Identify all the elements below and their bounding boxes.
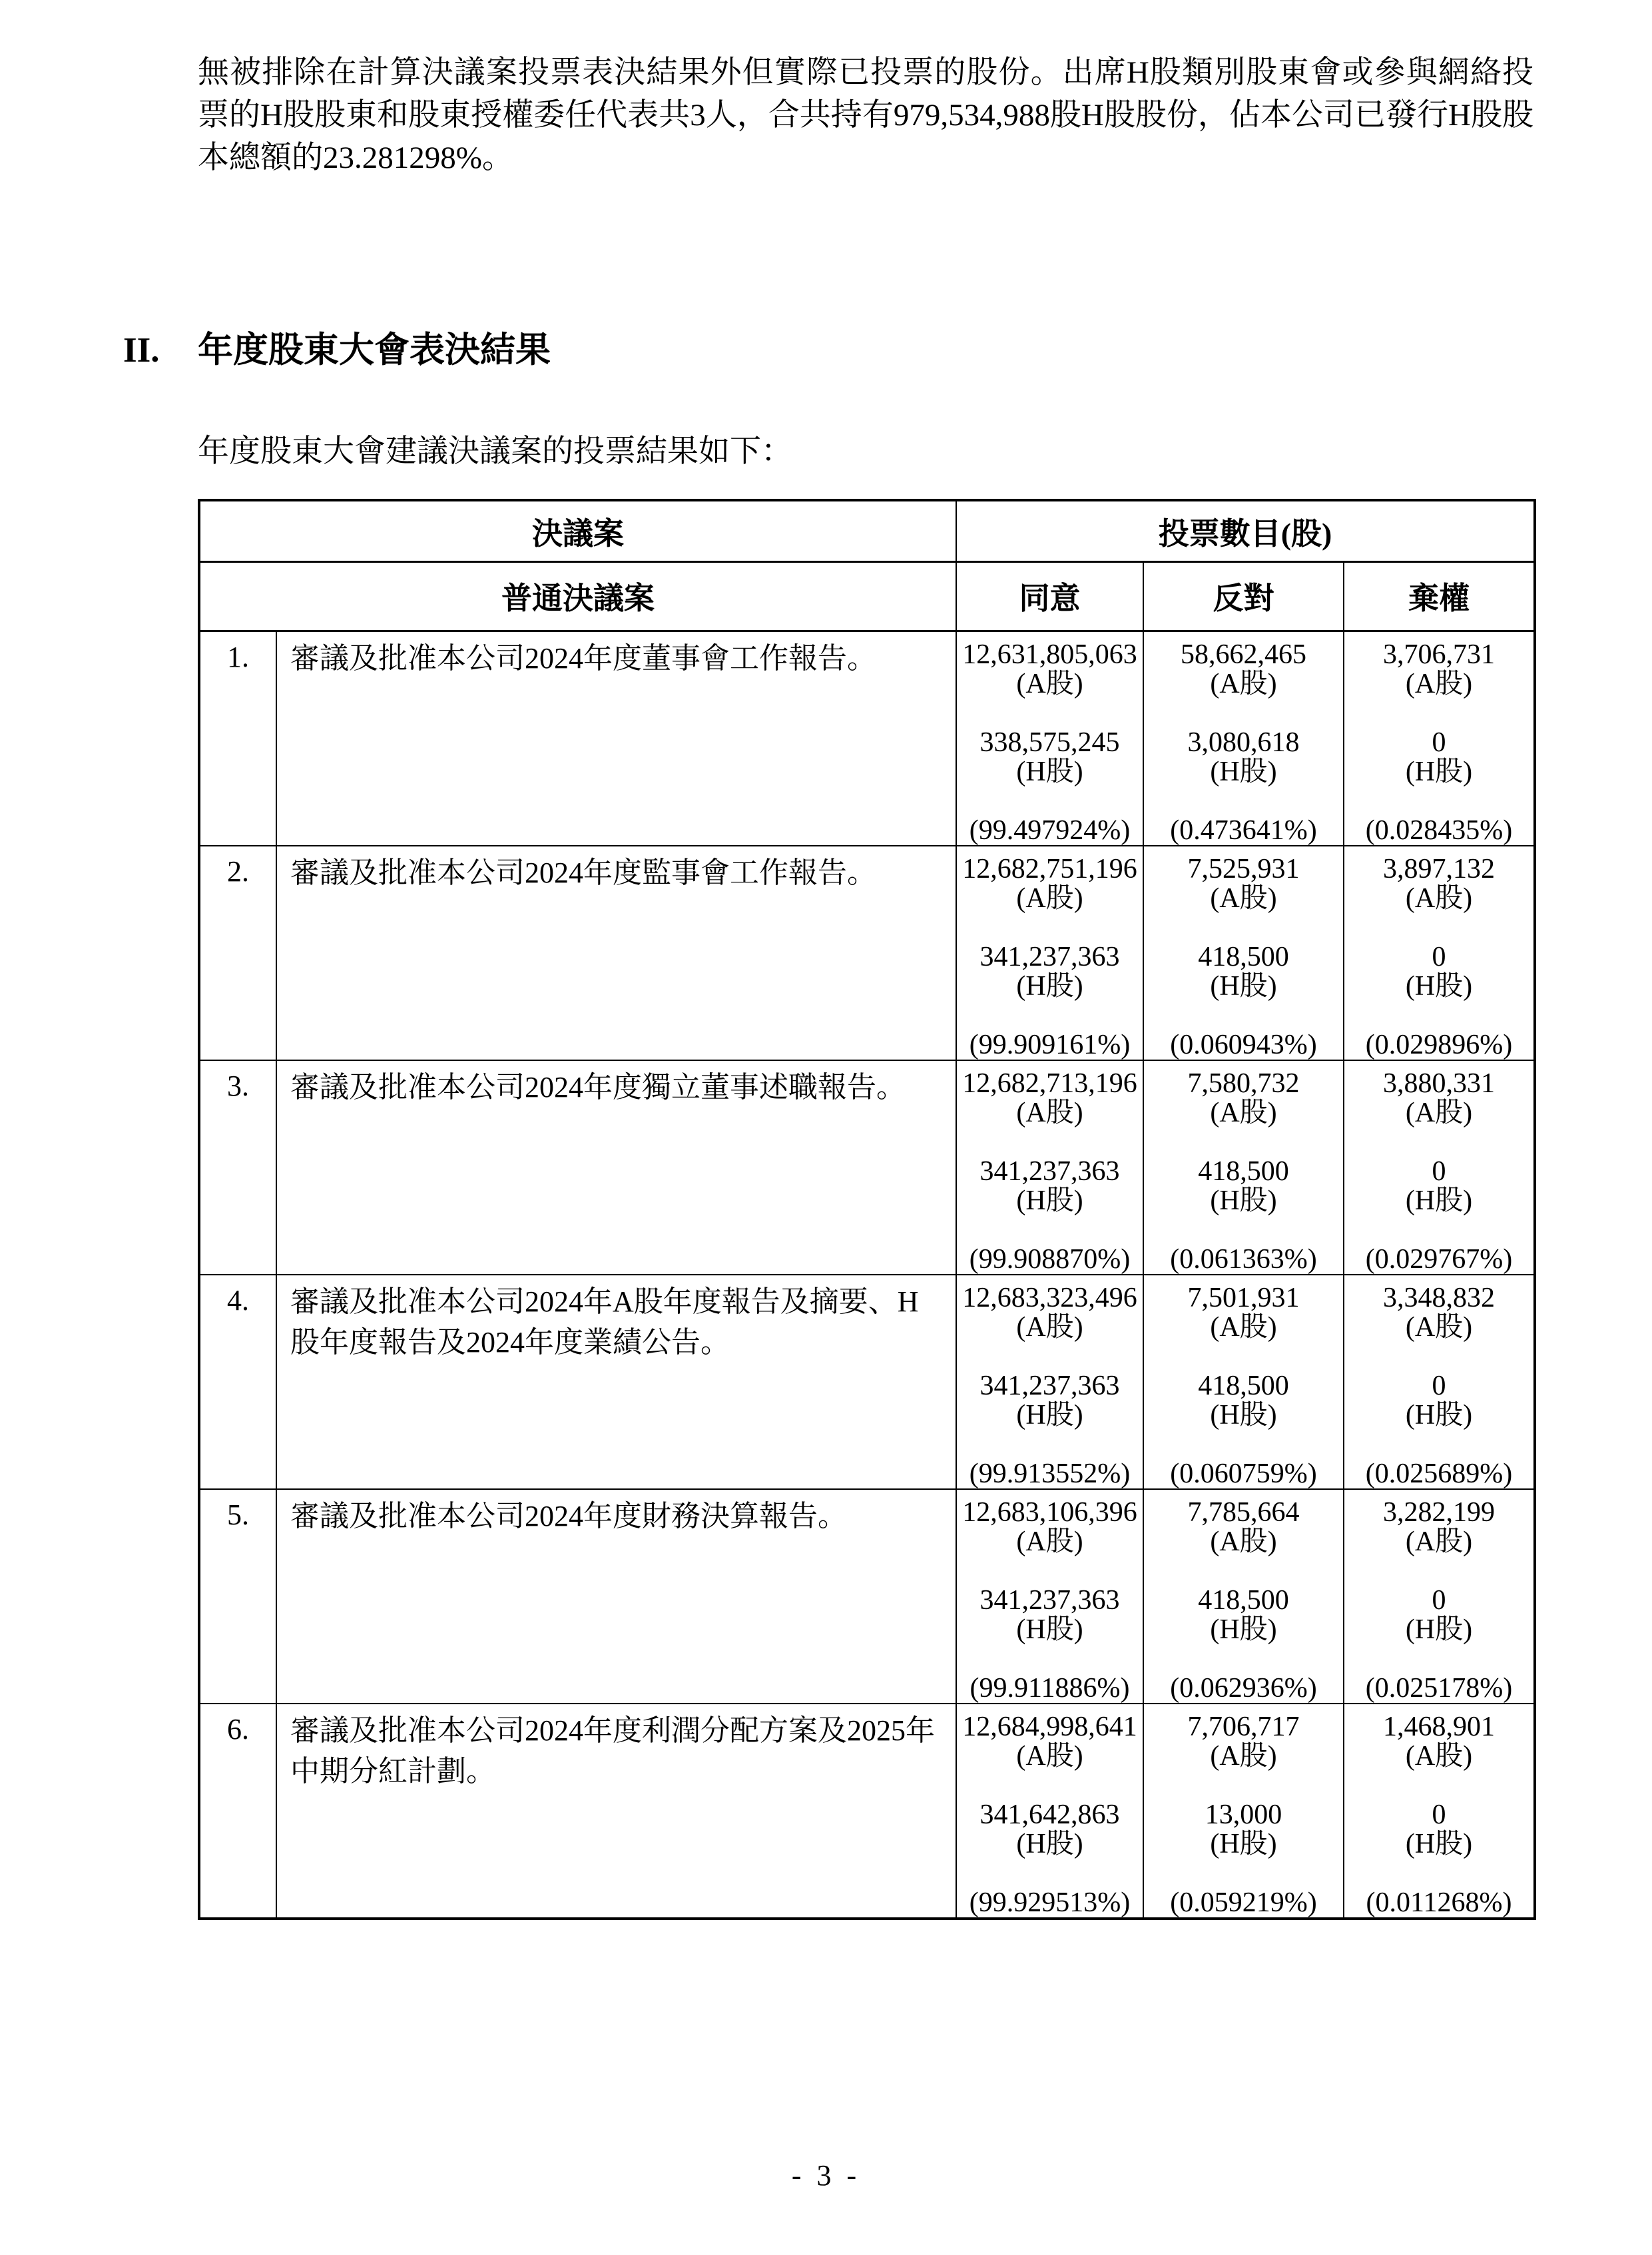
agree-cell [956,1489,1143,1704]
page [0,52,1652,2255]
agree-cell [956,1275,1143,1489]
abstain-percentage: (0.025178%) [1365,1672,1513,1704]
agree-percentage: (99.929513%) [969,1887,1131,1918]
a-share-label: (A股) [1210,882,1277,914]
abstain-cell [1344,1275,1535,1489]
against-a-shares: 7,706,717 [1187,1711,1300,1742]
h-share-label: (H股) [1405,1614,1473,1645]
abstain-percentage: (0.029767%) [1365,1243,1513,1275]
agree-percentage: (99.909161%) [969,1029,1131,1060]
a-share-label: (A股) [1210,668,1277,699]
resolution-description: 審議及批准本公司2024年A股年度報告及摘要、H股年度報告及2024年度業績公告。 [276,1275,956,1489]
agree-h-shares: 341,237,363 [979,941,1120,972]
resolution-number: 4. [199,1275,276,1489]
abstain-h-shares: 0 [1432,1155,1446,1187]
agree-a-shares: 12,682,751,196 [962,853,1137,884]
abstain-h-shares: 0 [1432,1799,1446,1830]
h-share-label: (H股) [1405,1828,1473,1859]
table-header-row-2 [199,561,1535,631]
h-share-label: (H股) [1405,1185,1473,1216]
h-share-label: (H股) [1405,970,1473,1002]
abstain-a-shares: 3,880,331 [1383,1068,1495,1099]
against-cell [1143,1275,1344,1489]
section-number: II. [123,330,160,370]
abstain-cell [1344,631,1535,846]
h-share-label: (H股) [1016,1185,1083,1216]
agree-cell [956,1060,1143,1275]
against-h-shares: 418,500 [1198,1370,1289,1401]
a-share-label: (A股) [1016,1311,1083,1343]
agree-h-shares: 341,642,863 [979,1799,1120,1830]
agree-a-shares: 12,684,998,641 [962,1711,1137,1742]
abstain-a-shares: 3,706,731 [1383,639,1495,670]
agree-cell [956,846,1143,1060]
resolution-description: 審議及批准本公司2024年度監事會工作報告。 [276,846,956,1060]
abstain-h-shares: 0 [1432,941,1446,972]
h-share-label: (H股) [1016,1614,1083,1645]
against-percentage: (0.060943%) [1170,1029,1317,1060]
against-a-shares: 7,525,931 [1187,853,1300,884]
abstain-a-shares: 3,897,132 [1383,853,1495,884]
resolution-number: 2. [199,846,276,1060]
abstain-a-shares: 3,348,832 [1383,1282,1495,1313]
abstain-cell [1344,1704,1535,1919]
page-number: - 3 - [791,2159,861,2192]
agree-cell [956,1704,1143,1919]
col-header-against: 反對 [1143,561,1344,631]
against-h-shares: 418,500 [1198,941,1289,972]
abstain-cell [1344,846,1535,1060]
table-row [199,631,1535,846]
section-heading [123,330,1652,372]
col-header-resolution: 決議案 [199,500,956,561]
abstain-h-shares: 0 [1432,1370,1446,1401]
h-share-label: (H股) [1210,1614,1277,1645]
abstain-percentage: (0.025689%) [1365,1458,1513,1489]
against-a-shares: 7,501,931 [1187,1282,1300,1313]
a-share-label: (A股) [1405,1311,1473,1343]
a-share-label: (A股) [1405,1526,1473,1557]
agree-h-shares: 341,237,363 [979,1155,1120,1187]
h-share-label: (H股) [1210,756,1277,787]
agree-h-shares: 341,237,363 [979,1584,1120,1616]
agree-h-shares: 338,575,245 [979,727,1120,758]
h-share-label: (H股) [1016,1399,1083,1431]
col-header-ordinary-resolution: 普通決議案 [199,561,956,631]
resolution-number: 1. [199,631,276,846]
col-header-abstain: 棄權 [1344,561,1535,631]
a-share-label: (A股) [1016,668,1083,699]
abstain-cell [1344,1489,1535,1704]
abstain-cell [1344,1060,1535,1275]
a-share-label: (A股) [1210,1740,1277,1772]
a-share-label: (A股) [1016,1526,1083,1557]
h-share-label: (H股) [1210,1399,1277,1431]
agree-cell [956,631,1143,846]
resolution-number: 6. [199,1704,276,1919]
against-cell [1143,1489,1344,1704]
a-share-label: (A股) [1405,1740,1473,1772]
resolution-number: 5. [199,1489,276,1704]
table-row [199,1060,1535,1275]
agree-a-shares: 12,683,106,396 [962,1496,1137,1528]
h-share-label: (H股) [1016,1828,1083,1859]
a-share-label: (A股) [1210,1311,1277,1343]
against-cell [1143,631,1344,846]
abstain-h-shares: 0 [1432,727,1446,758]
h-share-label: (H股) [1016,756,1083,787]
against-a-shares: 7,785,664 [1187,1496,1300,1528]
resolution-description: 審議及批准本公司2024年度利潤分配方案及2025年中期分紅計劃。 [276,1704,956,1919]
a-share-label: (A股) [1405,1097,1473,1128]
table-row [199,1704,1535,1919]
agree-a-shares: 12,682,713,196 [962,1068,1137,1099]
abstain-h-shares: 0 [1432,1584,1446,1616]
h-share-label: (H股) [1405,1399,1473,1431]
h-share-label: (H股) [1016,970,1083,1002]
h-share-label: (H股) [1210,1828,1277,1859]
a-share-label: (A股) [1405,668,1473,699]
against-percentage: (0.061363%) [1170,1243,1317,1275]
a-share-label: (A股) [1210,1097,1277,1128]
against-h-shares: 418,500 [1198,1155,1289,1187]
section-title: 年度股東大會表決結果 [198,330,551,370]
agree-percentage: (99.913552%) [969,1458,1131,1489]
against-cell [1143,846,1344,1060]
agree-percentage: (99.497924%) [969,814,1131,846]
agree-h-shares: 341,237,363 [979,1370,1120,1401]
table-row [199,1275,1535,1489]
h-share-label: (H股) [1210,970,1277,1002]
table-header-row-1 [199,500,1535,561]
a-share-label: (A股) [1210,1526,1277,1557]
resolution-description: 審議及批准本公司2024年度董事會工作報告。 [276,631,956,846]
resolution-number: 3. [199,1060,276,1275]
abstain-percentage: (0.028435%) [1365,814,1513,846]
abstain-percentage: (0.029896%) [1365,1029,1513,1060]
against-cell [1143,1704,1344,1919]
a-share-label: (A股) [1016,882,1083,914]
abstain-a-shares: 3,282,199 [1383,1496,1495,1528]
col-header-vote-count: 投票數目(股) [956,500,1535,561]
abstain-a-shares: 1,468,901 [1383,1711,1495,1742]
intro-paragraph: 無被排除在計算決議案投票表決結果外但實際已投票的股份。出席H股類別股東會或參與網絡投票的H股股東和股東授權委任代表共3人，合共持有979,534,988股H股股份，佔本公司已發行H股股本總額的23.281298%。 [198,55,1533,175]
against-cell [1143,1060,1344,1275]
h-share-label: (H股) [1405,756,1473,787]
agree-percentage: (99.908870%) [969,1243,1131,1275]
voting-results-table [198,499,1536,1920]
agree-percentage: (99.911886%) [969,1672,1130,1704]
resolution-description: 審議及批准本公司2024年度獨立董事述職報告。 [276,1060,956,1275]
against-a-shares: 7,580,732 [1187,1068,1300,1099]
against-percentage: (0.473641%) [1170,814,1317,846]
table-intro-line: 年度股東大會建議決議案的投票結果如下： [198,434,792,470]
a-share-label: (A股) [1016,1097,1083,1128]
resolution-description: 審議及批准本公司2024年度財務決算報告。 [276,1489,956,1704]
against-h-shares: 13,000 [1205,1799,1282,1830]
against-percentage: (0.059219%) [1170,1887,1317,1918]
agree-a-shares: 12,683,323,496 [962,1282,1137,1313]
abstain-percentage: (0.011268%) [1366,1887,1512,1918]
table-row [199,1489,1535,1704]
against-h-shares: 418,500 [1198,1584,1289,1616]
a-share-label: (A股) [1405,882,1473,914]
agree-a-shares: 12,631,805,063 [962,639,1137,670]
col-header-agree: 同意 [956,561,1143,631]
against-percentage: (0.060759%) [1170,1458,1317,1489]
against-a-shares: 58,662,465 [1181,639,1306,670]
h-share-label: (H股) [1210,1185,1277,1216]
table-row [199,846,1535,1060]
against-percentage: (0.062936%) [1170,1672,1317,1704]
against-h-shares: 3,080,618 [1187,727,1300,758]
a-share-label: (A股) [1016,1740,1083,1772]
